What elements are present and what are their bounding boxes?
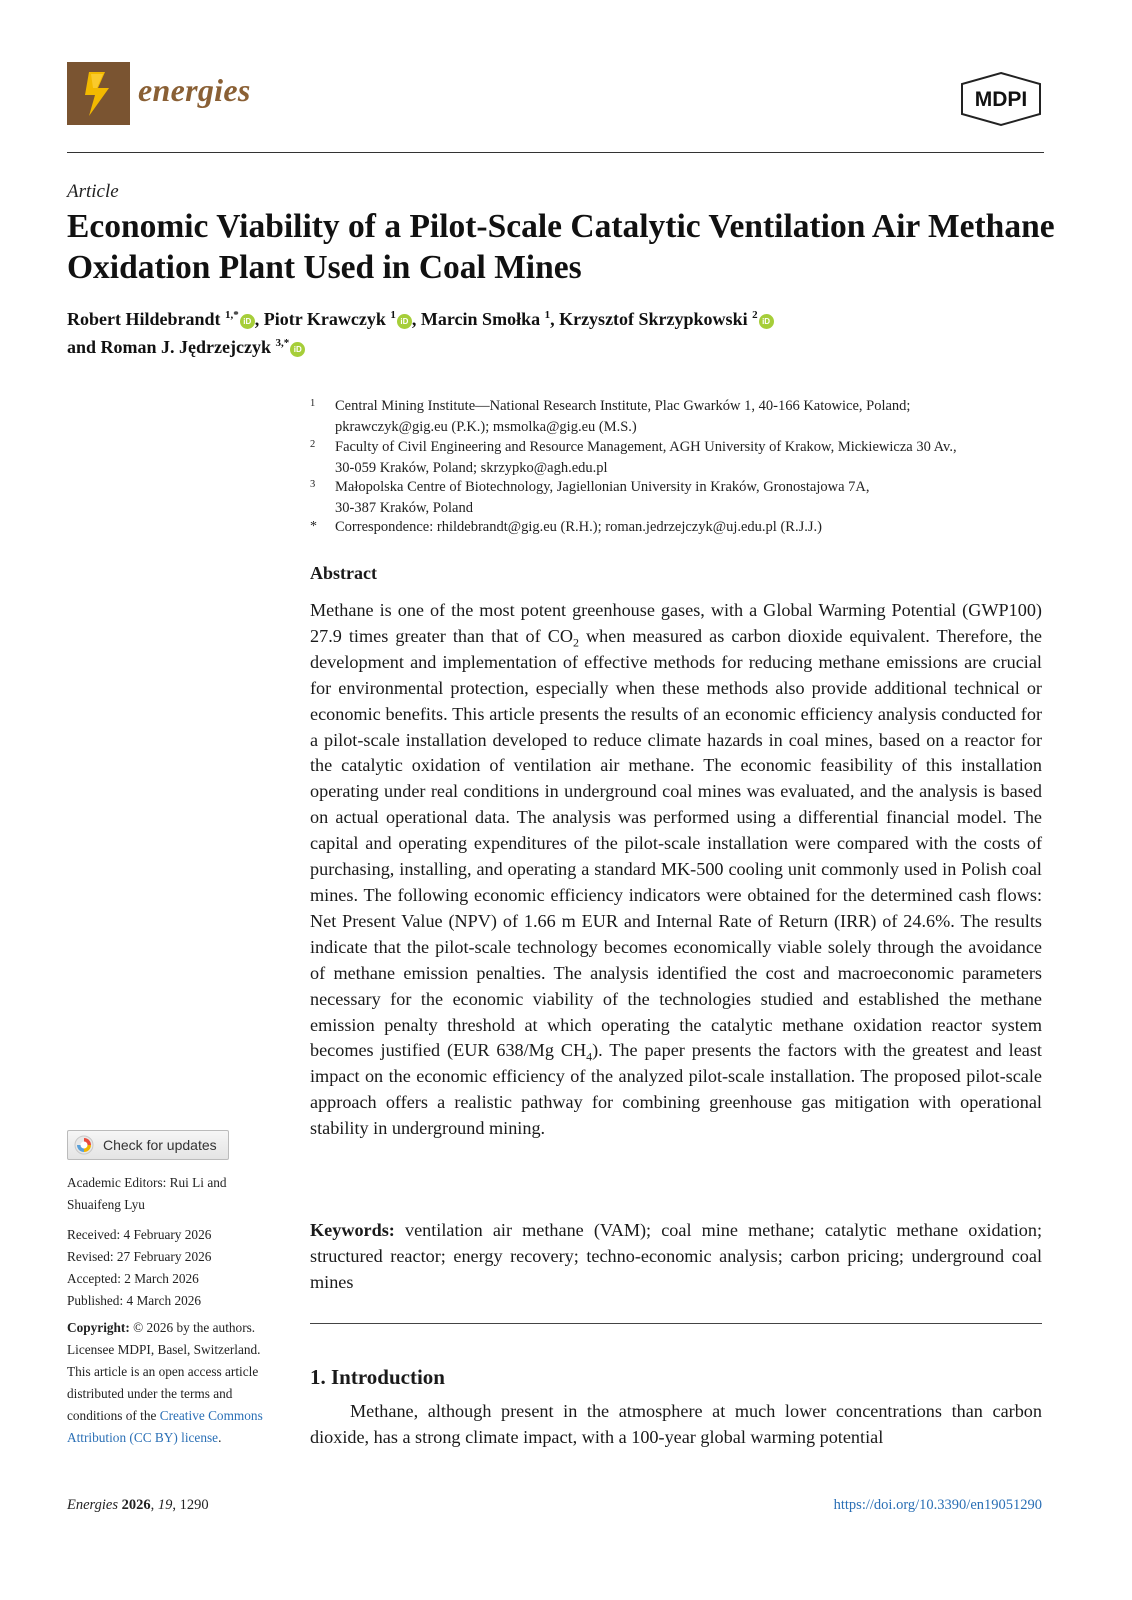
- abstract-text: [310, 598, 1042, 1142]
- abstract-heading: Abstract: [310, 563, 377, 583]
- affiliation-line: Central Mining Institute—National Research Institute, Plac Gwarków 1, 40-166 Katowice, Poland;: [335, 398, 911, 414]
- published-date: Published: 4 March 2026: [67, 1293, 202, 1308]
- keywords-label: Keywords:: [310, 1220, 395, 1240]
- lightning-icon: [67, 62, 130, 125]
- subscript: 4: [586, 1050, 593, 1065]
- affiliation-line: Faculty of Civil Engineering and Resource Management, AGH University of Krakow, Mickiewicza 30 Av.,: [335, 439, 957, 455]
- author-name[interactable]: Roman J. Jędrzejczyk: [100, 337, 271, 357]
- article-type: Article: [67, 181, 119, 202]
- keywords-text: ventilation air methane (VAM); coal mine methane; catalytic methane oxidation; structured reactor; energy recovery; techno-economic analysis; carbon pricing; underground coal mines: [310, 1220, 1042, 1292]
- author-affiliation-marker: 2: [752, 309, 758, 321]
- orcid-icon[interactable]: iD: [397, 314, 412, 329]
- subscript: 2: [572, 635, 579, 650]
- correspondence: [310, 517, 1050, 538]
- author-affiliation-marker: 1: [390, 309, 396, 321]
- check-updates-icon: [74, 1135, 94, 1155]
- affiliation-line: Małopolska Centre of Biotechnology, Jagiellonian University in Kraków, Gronostajowa 7A,: [335, 479, 870, 495]
- author-name[interactable]: Robert Hildebrandt: [67, 309, 221, 329]
- abstract-part: Methane is one of the most potent greenhouse gases, with a Global Warming Potential (GWP100) 27.9 times greater than that of CO: [310, 600, 1042, 646]
- orcid-icon[interactable]: iD: [240, 314, 255, 329]
- author-name[interactable]: Marcin Smołka: [420, 309, 541, 329]
- academic-editors: Academic Editors: Rui Li and Shuaifeng Lyu: [67, 1175, 227, 1212]
- check-for-updates-label: Check for updates: [103, 1137, 217, 1153]
- revised-date: Revised: 27 February 2026: [67, 1249, 212, 1264]
- footer-separator: ,: [150, 1497, 158, 1513]
- affiliation-number: 1: [310, 398, 316, 409]
- publisher-logo: [958, 70, 1044, 128]
- article-title: Economic Viability of a Pilot-Scale Catalytic Ventilation Air Methane Oxidation Plant Used in Coal Mines: [67, 208, 1055, 286]
- keywords: [310, 1217, 1042, 1295]
- footer-separator: ,: [172, 1497, 180, 1513]
- journal-name: energies: [138, 72, 251, 108]
- author-affiliation-marker: 1,*: [225, 309, 239, 321]
- correspondence-emails[interactable]: Correspondence: rhildebrandt@gig.eu (R.H.); roman.jedrzejczyk@uj.edu.pl (R.J.J.): [335, 519, 822, 535]
- footer-article-number: 1290: [179, 1497, 209, 1513]
- copyright-end: .: [218, 1430, 222, 1445]
- abstract-part: when measured as carbon dioxide equivalent. Therefore, the development and implementation of effective methods for reducing methane emissions are crucial for environmental protection, especially when these methods also provide additional technical or economic benefits. This article presents the results of an economic efficiency analysis conducted for a pilot-scale installation developed to reduce climate hazards in coal mines, based on a reactor for the catalytic oxidation of ventilation air methane. The economic feasibility of this installation operating under real conditions in underground coal mines was evaluated, and the analysis is based on actual operational data. The analysis was performed using a differential financial model. The capital and operating expenditures of the pilot-scale installation were compared with the costs of purchasing, installing, and operating a standard MK-500 cooling unit commonly used in Polish coal mines. The following economic efficiency indicators were obtained for the determined cash flows: Net Present Value (NPV) of 1.66 m EUR and Internal Rate of Return (IRR) of 24.6%. The results indicate that the pilot-scale technology becomes economically viable solely through the avoidance of methane emission penalties. The analysis identified the cost and macroeconomic parameters necessary for the economic viability of the technologies studied and established the methane emission penalty threshold at which operating the catalytic methane oxidation reactor system becomes justified (EUR 638/Mg CH: [310, 625, 1042, 1061]
- author-conjunction: and: [67, 337, 97, 357]
- orcid-icon[interactable]: iD: [759, 314, 774, 329]
- correspondence-marker: *: [310, 519, 317, 534]
- citation-footer: [67, 1497, 209, 1514]
- copyright-label: Copyright:: [67, 1320, 130, 1335]
- introduction-text: Methane, although present in the atmosphere at much lower concentrations than carbon dioxide, has a strong climate impact, with a 100-year global warming potential: [310, 1401, 1042, 1447]
- copyright-text: © 2026 by the authors. Licensee MDPI, Basel, Switzerland. This article is an open access article distributed under the terms and conditions of the: [67, 1320, 261, 1423]
- orcid-icon[interactable]: iD: [290, 342, 305, 357]
- section-divider: [310, 1323, 1042, 1324]
- author-name[interactable]: Piotr Krawczyk: [263, 309, 386, 329]
- author-name[interactable]: Krzysztof Skrzypkowski: [559, 309, 748, 329]
- footer-volume: 19: [157, 1497, 173, 1513]
- header-divider: [67, 152, 1044, 153]
- affiliation-emails[interactable]: 30-059 Kraków, Poland; skrzypko@agh.edu.pl: [335, 459, 608, 476]
- publisher-name: MDPI: [974, 88, 1028, 111]
- received-date: Received: 4 February 2026: [67, 1227, 212, 1242]
- journal-logo: [67, 62, 130, 125]
- copyright-notice: [67, 1317, 285, 1449]
- author-affiliation-marker: 3,*: [275, 337, 290, 349]
- accepted-date: Accepted: 2 March 2026: [67, 1271, 199, 1286]
- author-list: Robert Hildebrandt $^{1,*}$iD , Piotr Krawczyk $^1$iD , Marcin Smołka $^1$, Krzysztof Skrzypkowski $^2$iD and Roman J. Jędrzejczyk $^{3,*}$iD: [67, 305, 1057, 361]
- license-link[interactable]: Creative Commons Attribution (CC BY) license: [67, 1408, 263, 1445]
- affiliation-number: 2: [310, 439, 316, 450]
- abstract-part: ). The paper presents the factors with the greatest and least impact on the economic efficiency of the analyzed pilot-scale installation. The proposed pilot-scale approach offers a realistic pathway for combining greenhouse gas mitigation with operational stability in underground mining.: [310, 1040, 1042, 1139]
- footer-journal: Energies: [67, 1497, 119, 1513]
- check-for-updates-button[interactable]: [67, 1130, 229, 1160]
- section-heading-introduction: 1. Introduction: [310, 1365, 445, 1389]
- affiliation-2: [310, 437, 1050, 478]
- affiliation-number: 3: [310, 479, 316, 490]
- doi-link[interactable]: https://doi.org/10.3390/en19051290: [833, 1497, 1042, 1513]
- author-affiliation-marker: 1: [544, 309, 551, 321]
- publication-dates: [67, 1224, 292, 1312]
- affiliation-3: [310, 477, 1050, 518]
- affiliation-line: 30-387 Kraków, Poland: [335, 499, 473, 516]
- footer-year: 2026: [121, 1497, 151, 1513]
- affiliation-1: [310, 396, 1050, 437]
- affiliation-emails[interactable]: pkrawczyk@gig.eu (P.K.); msmolka@gig.eu (M.S.): [335, 418, 637, 435]
